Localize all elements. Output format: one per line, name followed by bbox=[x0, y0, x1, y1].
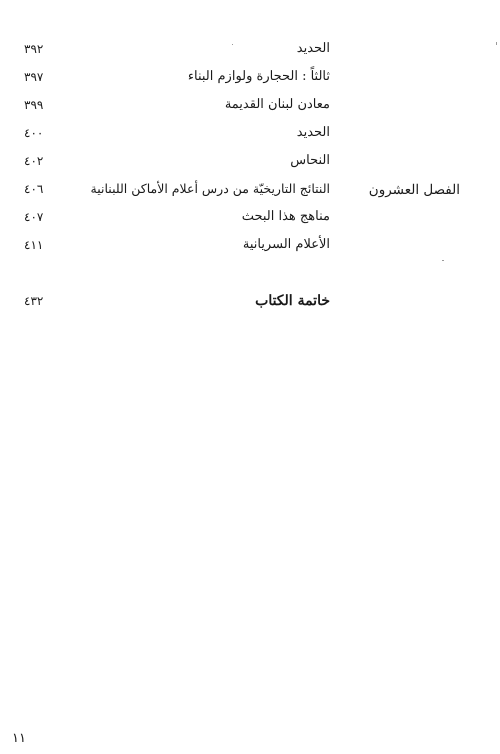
chapter-heading: الفصل العشرون bbox=[368, 182, 460, 198]
print-speck bbox=[232, 44, 233, 45]
toc-entry-page: ٣٩٢ bbox=[24, 42, 44, 56]
toc-entry-title: الحديد bbox=[296, 41, 330, 56]
toc-entry bbox=[0, 124, 500, 148]
toc-entry bbox=[0, 152, 500, 176]
conclusion-page: ٤٣٢ bbox=[24, 294, 44, 308]
toc-entry-page: ٤٠٧ bbox=[24, 210, 44, 224]
toc-entry-title: الأعلام السريانية bbox=[242, 237, 330, 252]
toc-entry bbox=[0, 68, 500, 92]
toc-entry-page: ٤١١ bbox=[24, 238, 44, 252]
toc-entry-title: مناهج هذا البحث bbox=[241, 209, 330, 224]
footer-page-number: ١١ bbox=[12, 731, 26, 746]
toc-entry bbox=[0, 208, 500, 232]
toc-entry bbox=[0, 96, 500, 120]
toc-entry-page: ٤٠٠ bbox=[24, 126, 44, 140]
toc-entry-title: النحاس bbox=[290, 153, 330, 168]
toc-entry-page: ٤٠٢ bbox=[24, 154, 44, 168]
toc-entry bbox=[0, 40, 500, 64]
toc-entry-title: الحديد bbox=[296, 125, 330, 140]
toc-entry-page: ٣٩٩ bbox=[24, 98, 44, 112]
toc-conclusion-entry bbox=[0, 292, 500, 316]
print-speck bbox=[496, 42, 497, 45]
print-speck bbox=[442, 260, 444, 261]
toc-entry-title: معادن لبنان القديمة bbox=[224, 97, 330, 112]
toc-entry-title: النتائج التاريخيّة من درس أعلام الأماكن اللبنانية bbox=[90, 181, 330, 196]
toc-entry-page: ٤٠٦ bbox=[24, 182, 44, 196]
conclusion-title: خاتمة الكتاب bbox=[255, 293, 330, 309]
toc-entry bbox=[0, 236, 500, 260]
toc-entry-title: ثالثاً : الحجارة ولوازم البناء bbox=[187, 69, 330, 84]
toc-entry-page: ٣٩٧ bbox=[24, 70, 44, 84]
